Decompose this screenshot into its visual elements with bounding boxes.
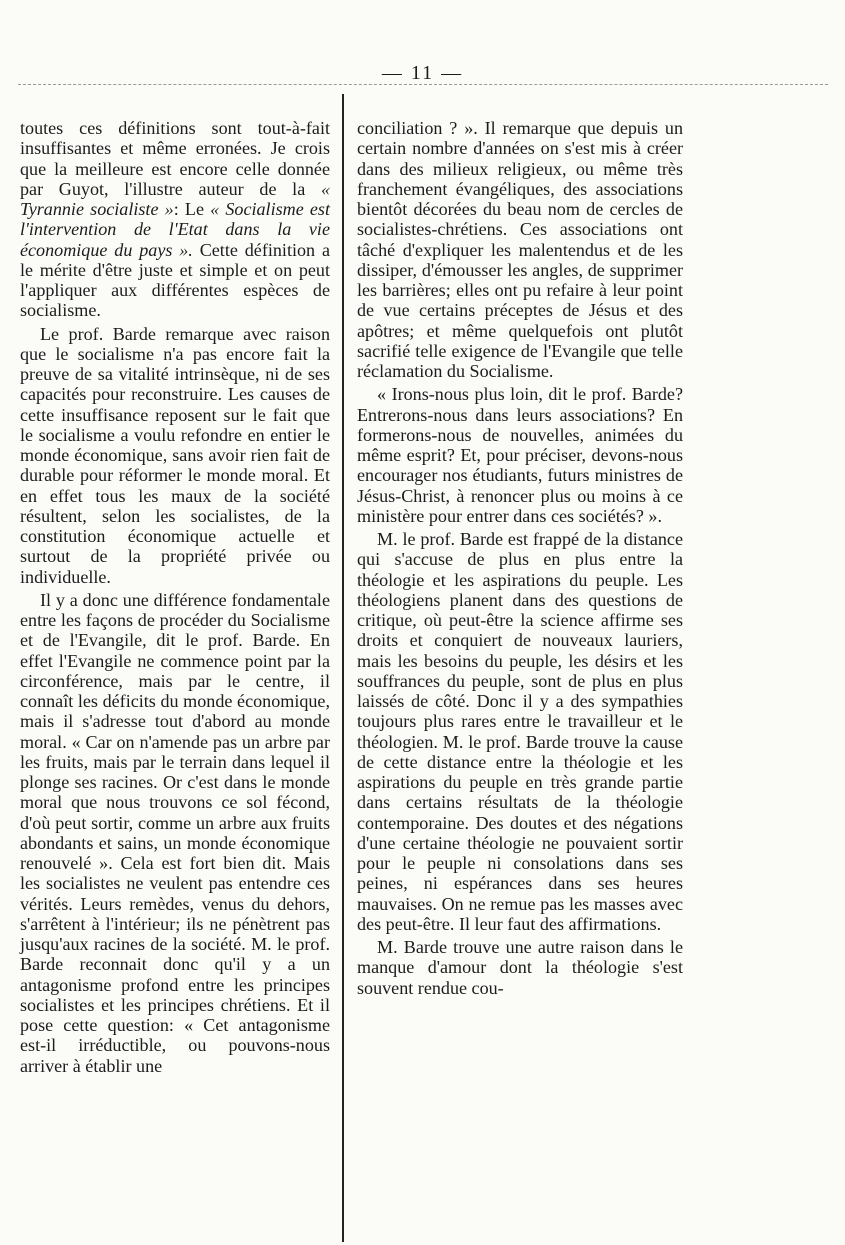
left-paragraph-3: Il y a donc une différence fondamentale entre les façons de procéder du Socialisme et de l'Evangile, dit le prof. Barde. En effet l'Evangile ne commence point par la circonférence, mais par le centre, il connaît les déficits du monde économique, mais il s'adresse tout d'abord au monde moral. « Car on n'amende pas un arbre par les fruits, mais par le terrain dans lequel il plonge ses racines. Or c'est dans le monde moral que nous trouvons ce sol fécond, d'où peut sortir, comme un arbre aux fruits abondants et sains, un monde économique renouvelé ». Cela est fort bien dit. Mais les socialistes ne veulent pas entendre ces vérités. Leurs remèdes, venus du dehors, s'arrêtent à l'intérieur; ils ne pénètrent pas jusqu'aux racines de la société. M. le prof. Barde reconnait donc qu'il y a un antagonisme profond entre les principes socialistes et les principes chrétiens. Et il pose cette question: « Cet antagonisme est-il irréductible, ou pouvons-nous arriver à établir une xyxy=(20,589,330,1076)
definition-quote: « Socialisme est l'intervention de l'Etat dans la vie économique du pays ». xyxy=(20,199,330,260)
right-paragraph-3: M. le prof. Barde est frappé de la distance qui s'accuse de plus en plus entre la théologie et les aspirations du peuple. Les théologiens planent dans des questions de critique, où peut-être la science affirme ses droits et conquiert de nouveaux lauriers, mais les besoins du peuple, les désirs et les souffrances du peuple, sont de plus en plus laissés de côté. Donc il y a des sympathies toujours plus rares entre le travailleur et le théologien. M. le prof. Barde trouve la cause de cette distance entre la théologie et les aspirations du peuple en très grande partie dans certains résultats de la théologie contemporaine. Des doutes et des négations d'une certaine théologie ne pouvaient sortir pour le peuple ni consolations dans ses peines, ni espérances dans ses heures mauvaises. On ne remue pas les masses avec des peut-être. Il leur faut des affirmations. xyxy=(357,529,683,934)
right-paragraph-2: « Irons-nous plus loin, dit le prof. Barde? Entrerons-nous dans leurs associations? En formerons-nous de nouvelles, animées du même esprit? Et, pour préciser, devons-nous encourager nos étudiants, futurs ministres de Jésus-Christ, à renoncer plus ou moins à ce ministère pour entrer dans ces sociétés? ». xyxy=(357,384,683,526)
right-column xyxy=(357,118,683,998)
left-p1-mid: : Le xyxy=(173,199,204,219)
book-title: « Tyrannie socialiste » xyxy=(20,178,330,219)
left-paragraph-1 xyxy=(20,118,330,321)
page-number: — 11 — xyxy=(381,62,464,84)
left-column xyxy=(20,118,330,1076)
left-p1-text: toutes ces définitions sont tout-à-fait insuffisantes et même erronées. Je crois que la meilleure est encore celle donnée par Guyot, l'illustre auteur de la xyxy=(20,118,330,199)
header-rule xyxy=(18,84,828,85)
right-paragraph-4: M. Barde trouve une autre raison dans le manque d'amour dont la théologie s'est souvent rendue cou- xyxy=(357,937,683,998)
left-p1-end: Cette définition a le mérite d'être juste et simple et on peut l'appliquer aux différentes espèces de socialisme. xyxy=(20,239,330,321)
column-divider xyxy=(342,94,344,1242)
left-paragraph-2: Le prof. Barde remarque avec raison que le socialisme n'a pas encore fait la preuve de sa vitalité intrinsèque, ni de ses capacités pour reconstruire. Les causes de cette insuffisance reposent sur le fait que le socialisme a voulu refondre en entier le monde économique, sans avoir rien fait de durable pour réformer le monde moral. Et en effet tous les maux de la société résultent, selon les socialistes, de la constitution économique actuelle et surtout de la propriété privée ou individuelle. xyxy=(20,323,330,587)
right-paragraph-1: conciliation ? ». Il remarque que depuis un certain nombre d'années on s'est mis à créer dans des milieux religieux, ou même très franchement évangéliques, des associations bientôt décorées du beau nom de cercles de socialistes-chrétiens. Ces associations ont tâché d'expliquer les malentendus et de les dissiper, d'émousser les angles, de supprimer les barrières; elles ont pu refaire à leur point de vue certains préceptes de Jésus et des apôtres; et même quelquefois ont plutôt sacrifié telle exigence de l'Evangile que telle réclamation du Socialisme. xyxy=(357,118,683,381)
